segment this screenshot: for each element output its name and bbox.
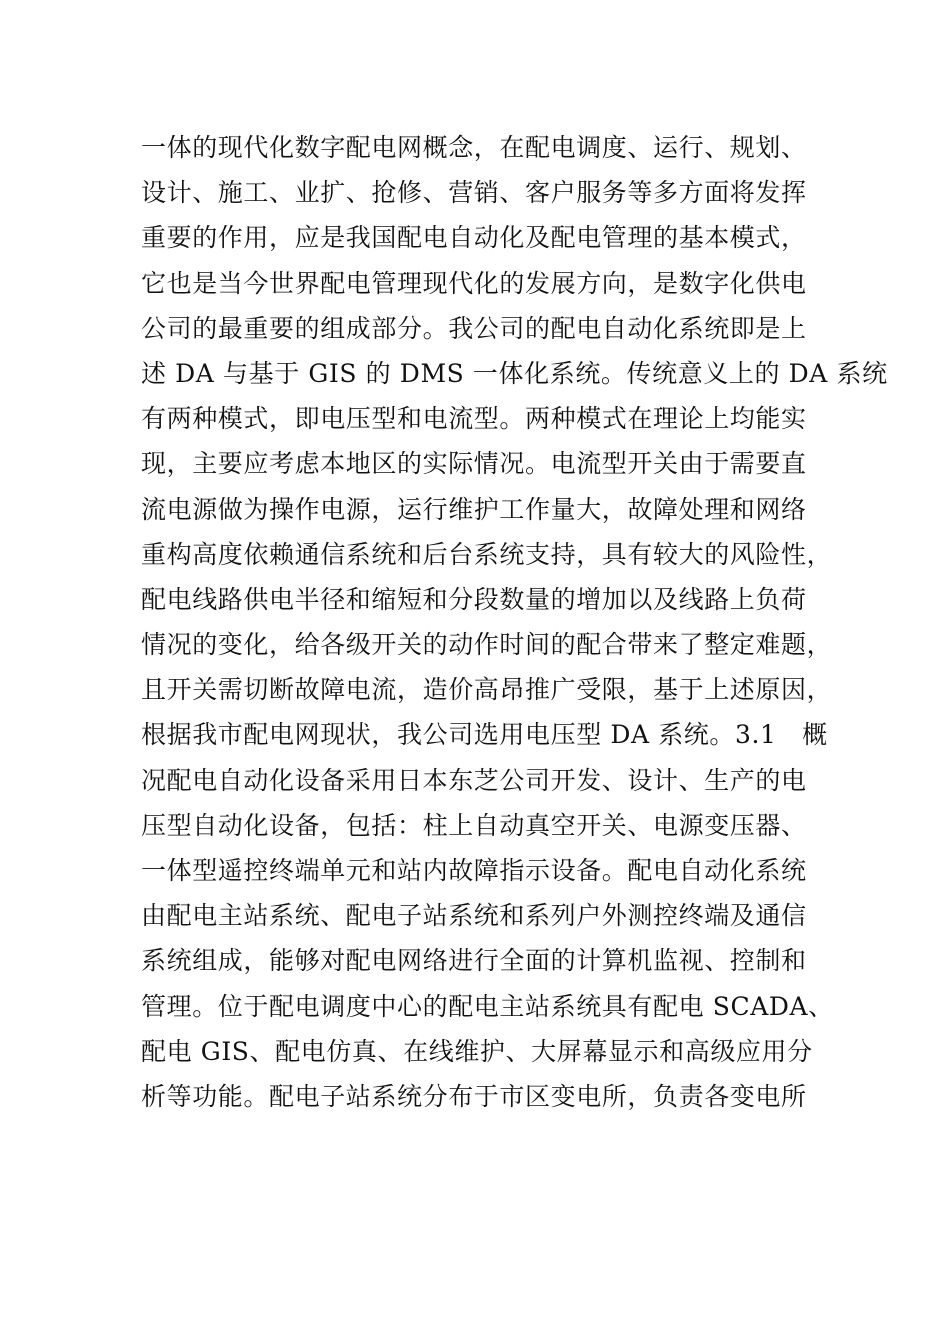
- text-line: 情况的变化，给各级开关的动作时间的配合带来了整定难题，: [141, 630, 833, 660]
- text-line: 现，主要应考虑本地区的实际情况。电流型开关由于需要直: [141, 449, 807, 479]
- text-line: 由配电主站系统、配电子站系统和系列户外测控终端及通信: [141, 901, 807, 931]
- text-line: 且开关需切断故障电流，造价高昂推广受限，基于上述原因，: [141, 675, 833, 705]
- text-line: 重构高度依赖通信系统和后台系统支持，具有较大的风险性，: [141, 539, 833, 569]
- text-line: 设计、施工、业扩、抢修、营销、客户服务等多方面将发挥: [141, 178, 807, 208]
- text-line: 公司的最重要的组成部分。我公司的配电自动化系统即是上: [141, 313, 807, 343]
- body-paragraph: [141, 125, 888, 1119]
- text-line: 有两种模式，即电压型和电流型。两种模式在理论上均能实: [141, 404, 807, 434]
- text-line: 配电 GIS、配电仿真、在线维护、大屏幕显示和高级应用分: [141, 1036, 813, 1066]
- text-line: 它也是当今世界配电管理现代化的发展方向，是数字化供电: [141, 268, 807, 298]
- text-line: 一体型遥控终端单元和站内故障指示设备。配电自动化系统: [141, 856, 807, 885]
- text-line: 管理。位于配电调度中心的配电主站系统具有配电 SCADA、: [141, 991, 834, 1021]
- text-line: 重要的作用，应是我国配电自动化及配电管理的基本模式，: [141, 223, 807, 253]
- text-line: 一体的现代化数字配电网概念，在配电调度、运行、规划、: [141, 133, 807, 162]
- text-line: 况配电自动化设备采用日本东芝公司开发、设计、生产的电: [141, 765, 807, 795]
- text-line: 配电线路供电半径和缩短和分段数量的增加以及线路上负荷: [141, 584, 807, 614]
- text-line: 压型自动化设备，包括：柱上自动真空开关、电源变压器、: [141, 810, 807, 840]
- text-line: 根据我市配电网现状，我公司选用电压型 DA 系统。3.1 概: [141, 720, 828, 750]
- text-line: 述 DA 与基于 GIS 的 DMS 一体化系统。传统意义上的 DA 系统: [141, 358, 888, 388]
- text-line: 系统组成，能够对配电网络进行全面的计算机监视、控制和: [141, 946, 807, 976]
- text-line: 流电源做为操作电源，运行维护工作量大，故障处理和网络: [141, 494, 807, 524]
- text-line: 析等功能。配电子站系统分布于市区变电所，负责各变电所: [141, 1081, 807, 1111]
